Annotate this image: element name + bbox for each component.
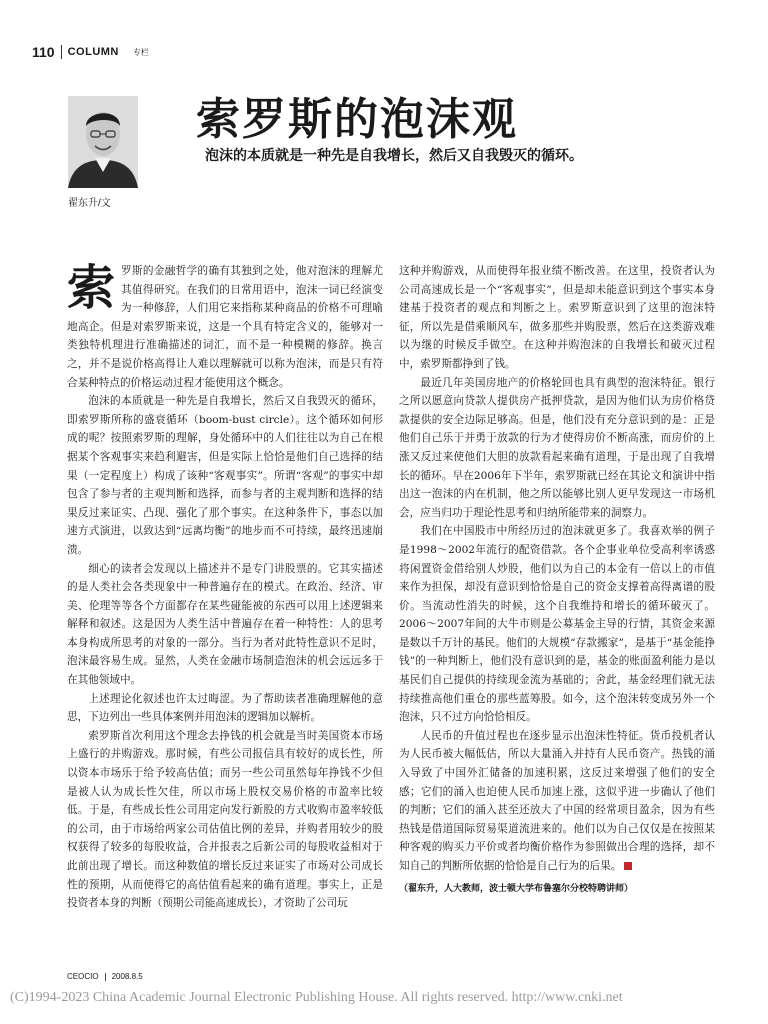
header-divider bbox=[61, 45, 62, 59]
author-photo bbox=[68, 96, 138, 188]
paragraph-text: 罗斯的金融哲学的确有其独到之处，他对泡沫的理解尤其值得研究。在我们的日常用语中，泡沫一词已经演变为一种修辞，人们用它来指称某种商品的价格不可理喻地高企。但是对索罗斯来说，这是一个具有特定含义的，能够对一类独特机理进行准确描述的词汇，而不是一种模糊的修辞。换言之，并不是说价格高得让人难以理解就可以称为泡沫，而是只有符合某种特点的价格运动过程才能使用这个概念。 bbox=[67, 265, 383, 389]
paragraph: 最近几年美国房地产的价格轮回也具有典型的泡沫特征。银行之所以愿意向贷款人提供房产抵押贷款，是因为他们认为房价格贷款提供的安全边际足够高。但是，他们没有充分意识到的是：正是他们自己乐于并勇于放款的行为才使得房价不断高涨，而房价的上涨又反过来使他们大胆的放款看起来确有道理，于是出现了自我增长的循环。早在2006年下半年，索罗斯就已经在其论文和演讲中指出这一泡沫的内在机制，他之所以能够比别人更早发现这一市场机会，应当归功于理论性思考和归纳所能带来的洞察力。 bbox=[399, 376, 715, 519]
author-bio: （翟东升，人大教师，波士顿大学布鲁塞尔分校特聘讲师） bbox=[399, 883, 634, 894]
paragraph-text: 人民币的升值过程也在逐步显示出泡沫性特征。货币投机者认为人民币被大幅低估，所以大量涌入并持有人民币资产。热钱的涌入导致了中国外汇储备的加速积累，这反过来增强了他们的安全感；它们的涌入也迫使人民币加速上涨，这似乎进一步确认了他们的判断；它们的涌入甚至还放大了中国的经常项目盈余，因为有些热钱是借道国际贸易渠道流进来的。他们以为自己仅仅是在按照某种客观的购买力平价或者均衡价格作为参照做出合理的选择，却不知自己的判断所依据的恰恰是自己行为的后果。 bbox=[399, 729, 715, 872]
issue-date: 2008.8.5 bbox=[111, 972, 143, 981]
paragraph bbox=[67, 262, 383, 392]
author-byline: 翟东升/文 bbox=[68, 198, 111, 209]
footer-divider bbox=[105, 973, 106, 981]
paragraph: 这种并购游戏，从而使得年报业绩不断改善。在这里，投资者认为公司高速成长是一个“客观事实”，但是却未能意识到这个事实本身建基于投资者的观点和判断之上。索罗斯意识到了这里的泡沫特征，所以先是借乘顺风车，做多那些并购股票，然后在这类游戏难以为继的时候反手做空。在这种并购泡沫的自我增长和破灭过程中，索罗斯都挣到了钱。 bbox=[399, 265, 715, 370]
drop-cap: 索 bbox=[67, 260, 116, 316]
page-number: 110 bbox=[32, 44, 55, 60]
paragraph: 索罗斯首次利用这个理念去挣钱的机会就是当时美国资本市场上盛行的并购游戏。那时候，有些公司报信具有较好的成长性，所以资本市场乐于给予较高估值；而另一些公司虽然每年挣钱不少但是被人认为成长性欠佳，所以市场上股权交易价格的市盈率比较低。于是，有些成长性公司用定向发行新股的方式收购市盈率较低的公司，由于市场给两家公司估值比例的差异，并购者用较少的股权获得了较多的每股收益，合并报表之后新公司的每股收益相对于此前出现了增长。而这种数值的增长反过来证实了市场对公司成长性的预期，从而使得它的高估值看起来的确有道理。事实上，正是投资者本身的判断（预期公司能高速成长），才资助了公司玩 bbox=[67, 729, 383, 910]
article-title: 索罗斯的泡沫观 bbox=[196, 94, 518, 145]
paragraph: 细心的读者会发现以上描述并不是专门讲股票的。它其实描述的是人类社会各类现象中一种普遍存在的模式。在政治、经济、审美、伦理等等各个方面都存在某些碰能被的东西可以用上述逻辑来解释和叙述。这是因为人类生活中普遍存在着一种特性：人的思考本身构成所思考的对象的一部分。当行为者对此特性意识不足时，泡沫最容易生成。显然，人类在金融市场制造泡沫的机会远远多于在其他领域中。 bbox=[67, 562, 383, 687]
left-column bbox=[67, 262, 383, 913]
paragraph: 上述理论化叙述也许太过晦涩。为了帮助读者准确理解他的意思，下边列出一些具体案例并用泡沫的逻辑加以解析。 bbox=[67, 692, 383, 724]
page-header bbox=[32, 42, 149, 62]
author-portrait-image bbox=[68, 96, 138, 188]
paragraph bbox=[399, 727, 715, 876]
article-subtitle: 泡沫的本质就是一种先是自我增长，然后又自我毁灭的循环。 bbox=[205, 148, 583, 164]
paragraph: 泡沫的本质就是一种先是自我增长，然后又自我毁灭的循环，即索罗斯所称的盛衰循环（boom-bust circle）。这个循环如何形成的呢？按照索罗斯的理解，身处循环中的人们往往以为自己在根据某个客观事实来趋利避害，但是实际上恰恰是他们自己选择的结果（一定程度上）构成了该种“客观事实”。所谓“客观”的事实中却包含了参与者的主观判断和选择，而参与者的主观判断和选择的结果反过来证实、凸现、强化了那个事实。在这种条件下，事态以加速方式演进，以致达到“远离均衡”的地步而不可持续，最终迅速崩溃。 bbox=[67, 395, 383, 556]
section-label: COLUMN bbox=[67, 46, 119, 58]
magazine-name: CEOCIO bbox=[67, 972, 99, 981]
copyright-watermark: (C)1994-2023 China Academic Journal Electronic Publishing House. All rights reserved. http://www.cnki.net bbox=[10, 990, 623, 1005]
section-sublabel: 专栏 bbox=[132, 47, 149, 57]
end-mark-icon bbox=[624, 862, 632, 870]
right-column bbox=[399, 262, 715, 898]
page-footer bbox=[67, 972, 143, 981]
paragraph: 我们在中国股市中所经历过的泡沫就更多了。我喜欢举的例子是1998～2002年流行的配资借款。各个企事业单位受高利率诱惑将闲置资金借给别人炒股，他们以为自己的本金有一倍以上的市值来作为担保，却没有意识到恰恰是自己的资金支撑着高得离谱的股价。当流动性消失的时候，这个自我维持和增长的循环破灭了。2006～2007年间的大牛市则是公募基金主导的行情，其资金来源是数以千万计的基民。他们的大规模“存款搬家”，是基于“基金能挣钱”的一种判断上，他们没有意识到的是，基金的账面盈利能力是以基民们自己提供的持续现金流为基础的；舍此，基金经理们就无法持续推高他们重仓的那些蓝筹股。如今，这个泡沫转变成另外一个泡沫，只不过方向恰恰相反。 bbox=[399, 525, 715, 724]
